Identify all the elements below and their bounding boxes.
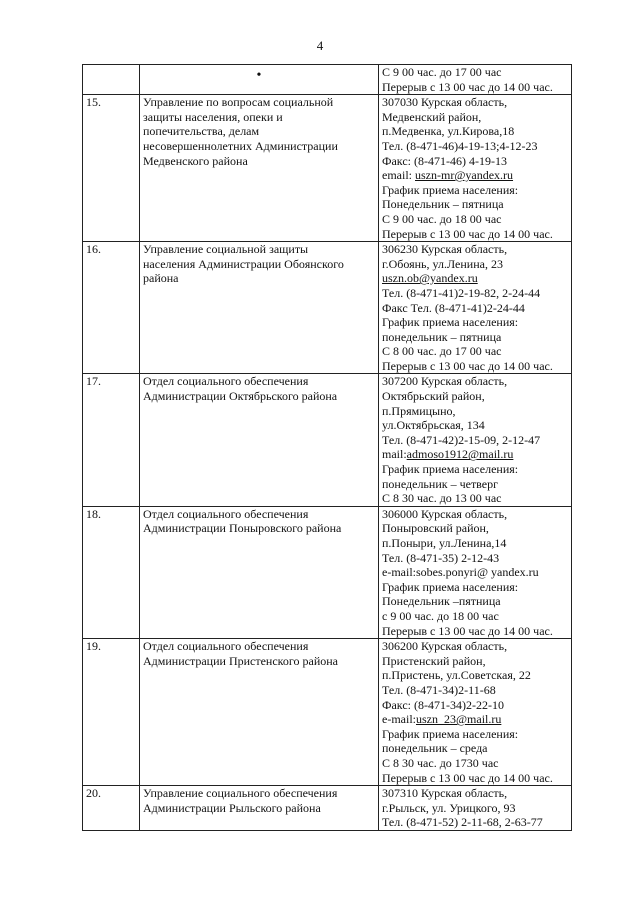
contact-line xyxy=(382,95,568,110)
contact-line xyxy=(382,242,568,257)
contact-text: Тел. (8-471-35) 2-12-43 xyxy=(382,550,500,565)
contact-line xyxy=(382,727,568,742)
contact-line xyxy=(382,565,568,580)
contact-text: Понедельник – пятница xyxy=(382,197,504,212)
contact-line xyxy=(382,227,568,242)
page-number: 4 xyxy=(316,38,324,53)
contact-text: Факс: (8-471-34)2-22-10 xyxy=(382,697,504,712)
contact-text: 306230 Курская область, xyxy=(382,242,508,257)
contact-text: 307310 Курская область, xyxy=(382,786,508,801)
row-number: 19. xyxy=(83,639,140,786)
contact-line xyxy=(382,124,568,139)
contact-text: с 9 00 час. до 18 00 час xyxy=(382,608,499,623)
table-row xyxy=(83,786,572,831)
contact-text: С 9 00 час. до 17 00 час xyxy=(382,65,502,79)
org-name-line: Отдел социального обеспечения xyxy=(143,639,309,654)
contact-line xyxy=(382,330,568,345)
contact-line xyxy=(382,168,568,183)
contact-text: С 8 30 час. до 1730 час xyxy=(382,755,499,770)
contact-line xyxy=(382,609,568,624)
contact-line xyxy=(382,418,568,433)
org-name-line: защиты населения, опеки и xyxy=(143,109,283,124)
contact-line xyxy=(382,462,568,477)
org-name-line: Управление по вопросам социальной xyxy=(143,95,334,110)
contact-text: Перерыв с 13 00 час до 14 00 час. xyxy=(382,623,553,638)
contact-line xyxy=(382,80,568,95)
contact-text: Октябрьский район, xyxy=(382,389,485,404)
contact-text: График приема населения: xyxy=(382,462,519,477)
org-name-line: населения Администрации Обоянского xyxy=(143,256,344,271)
contact-line xyxy=(382,212,568,227)
contact-line xyxy=(382,654,568,669)
contact-line xyxy=(382,374,568,389)
contact-line xyxy=(382,65,568,80)
contact-text: Тел. (8-471-52) 2-11-68, 2-63-77 xyxy=(382,815,543,830)
contact-line xyxy=(382,507,568,522)
contact-line xyxy=(382,447,568,462)
contact-text: e-mail:sobes.ponyri@ yandex.ru xyxy=(382,565,539,580)
row-number: 16. xyxy=(83,242,140,374)
contact-line xyxy=(382,197,568,212)
contact-text: Перерыв с 13 00 час до 14 00 час. xyxy=(382,226,553,241)
contact-text: п.Пристень, ул.Советская, 22 xyxy=(382,668,531,683)
org-name-line: несовершеннолетних Администрации xyxy=(143,138,338,153)
row-number: 15. xyxy=(83,95,140,242)
contact-text: Тел. (8-471-34)2-11-68 xyxy=(382,682,496,697)
contact-line xyxy=(382,154,568,169)
org-name-line: Отдел социального обеспечения xyxy=(143,374,309,389)
contact-text: График приема населения: xyxy=(382,182,519,197)
org-name-line: Управление социальной защиты xyxy=(143,242,309,257)
contact-line xyxy=(382,594,568,609)
contact-line xyxy=(382,301,568,316)
contact-line xyxy=(382,624,568,639)
contact-line xyxy=(382,771,568,786)
table-row xyxy=(83,374,572,506)
contacts-cell xyxy=(379,786,572,831)
contact-text: 306200 Курская область, xyxy=(382,639,508,654)
contacts-cell xyxy=(379,374,572,506)
contact-line xyxy=(382,801,568,816)
contacts-cell xyxy=(379,95,572,242)
contact-text: г.Обоянь, ул.Ленина, 23 xyxy=(382,256,503,271)
org-name-cell xyxy=(140,242,379,374)
contact-text: Пристенский район, xyxy=(382,653,486,668)
org-name-cell xyxy=(140,639,379,786)
contact-text: 307200 Курская область, xyxy=(382,374,508,389)
table-row-continuation xyxy=(83,65,572,95)
contact-line xyxy=(382,491,568,506)
table-row xyxy=(83,506,572,638)
contact-text: ул.Октябрьская, 134 xyxy=(382,418,485,433)
contact-text: п.Поныри, ул.Ленина,14 xyxy=(382,536,507,550)
org-name-line: Администрации Рыльского района xyxy=(143,800,321,815)
contact-text: понедельник – среда xyxy=(382,741,488,756)
contact-text: п.Медвенка, ул.Кирова,18 xyxy=(382,124,515,139)
contact-text: Медвенский район, xyxy=(382,109,482,124)
contact-line xyxy=(382,139,568,154)
contact-line xyxy=(382,110,568,125)
org-name-line: Управление социального обеспечения xyxy=(143,786,338,801)
contacts-cell xyxy=(379,65,572,95)
contact-line xyxy=(382,741,568,756)
contact-text: График приема населения: xyxy=(382,315,519,330)
contact-line xyxy=(382,683,568,698)
contact-text: С 8 30 час. до 13 00 час xyxy=(382,491,502,506)
contact-text: Понедельник –пятница xyxy=(382,594,501,609)
contacts-table xyxy=(82,64,572,831)
org-name-line: попечительства, делам xyxy=(143,124,260,139)
contacts-cell xyxy=(379,242,572,374)
contact-line xyxy=(382,698,568,713)
contact-text: С 9 00 час. до 18 00 час xyxy=(382,211,502,226)
contact-line xyxy=(382,404,568,419)
contact-line xyxy=(382,536,568,551)
email-link[interactable]: admoso1912@mail.ru xyxy=(406,447,514,462)
org-name-cell xyxy=(140,506,379,638)
contact-line xyxy=(382,712,568,727)
table-row xyxy=(83,95,572,242)
org-name-line: Администрации Пристенского района xyxy=(143,653,339,668)
email-link[interactable]: uszn-mr@yandex.ru xyxy=(415,168,514,183)
org-name-cell xyxy=(140,374,379,506)
contact-text: Поныровский район, xyxy=(382,521,489,536)
contact-text: понедельник – четверг xyxy=(382,476,499,491)
contacts-cell xyxy=(379,639,572,786)
row-number: 17. xyxy=(83,374,140,506)
contact-line xyxy=(382,786,568,801)
contact-line xyxy=(382,183,568,198)
contact-line xyxy=(382,477,568,492)
org-name-line: Медвенского района xyxy=(143,153,248,168)
contact-text: Факс: (8-471-46) 4-19-13 xyxy=(382,153,507,168)
bullet-mark: • xyxy=(256,68,262,83)
contacts-table-body xyxy=(83,65,572,831)
org-name-line: Администрации Поныровского района xyxy=(143,521,342,536)
org-name-line: района xyxy=(143,271,179,286)
contact-text: e-mail: xyxy=(382,712,416,727)
contact-text: Перерыв с 13 00 час до 14 00 час. xyxy=(382,358,553,373)
contact-text: Тел. (8-471-46)4-19-13;4-12-23 xyxy=(382,138,538,153)
contact-text: 306000 Курская область, xyxy=(382,506,508,521)
contact-text: п.Прямицыно, xyxy=(382,403,456,418)
org-name-cell xyxy=(140,95,379,242)
row-number: 18. xyxy=(83,506,140,638)
contact-line xyxy=(382,315,568,330)
contact-line xyxy=(382,815,568,830)
contact-line xyxy=(382,756,568,771)
contact-text: График приема населения: xyxy=(382,579,519,594)
contact-line xyxy=(382,286,568,301)
contact-line xyxy=(382,639,568,654)
contact-text: email: xyxy=(382,168,415,183)
contact-text: 307030 Курская область, xyxy=(382,95,508,110)
contact-line xyxy=(382,668,568,683)
contact-line xyxy=(382,257,568,272)
contact-line xyxy=(382,580,568,595)
org-cell xyxy=(140,65,379,95)
email-link[interactable]: uszn_23@mail.ru xyxy=(415,712,502,727)
contact-line xyxy=(382,389,568,404)
org-name-line: Администрации Октябрьского района xyxy=(143,389,338,404)
contact-text: Тел. (8-471-41)2-19-82, 2-24-44 xyxy=(382,285,541,300)
table-row xyxy=(83,639,572,786)
contact-text: Перерыв с 13 00 час до 14 00 час. xyxy=(382,79,553,94)
row-number: 20. xyxy=(83,786,140,831)
table-row xyxy=(83,242,572,374)
contact-text: Факс Тел. (8-471-41)2-24-44 xyxy=(382,300,525,315)
org-name-cell xyxy=(140,786,379,831)
contact-text: Перерыв с 13 00 час до 14 00 час. xyxy=(382,770,553,785)
contact-line xyxy=(382,521,568,536)
contact-line xyxy=(382,344,568,359)
email-link[interactable]: uszn.ob@yandex.ru xyxy=(382,271,478,286)
contact-line xyxy=(382,271,568,286)
contact-line xyxy=(382,551,568,566)
contact-text: mail: xyxy=(382,447,407,462)
contact-line xyxy=(382,433,568,448)
contacts-cell xyxy=(379,506,572,638)
contact-text: понедельник – пятница xyxy=(382,329,502,344)
contact-text: График приема населения: xyxy=(382,726,519,741)
org-name-line: Отдел социального обеспечения xyxy=(143,506,309,521)
contact-text: Тел. (8-471-42)2-15-09, 2-12-47 xyxy=(382,432,541,447)
row-number-cell xyxy=(83,65,140,95)
contact-text: г.Рыльск, ул. Урицкого, 93 xyxy=(382,800,516,815)
contact-line xyxy=(382,359,568,374)
contact-text: С 8 00 час. до 17 00 час xyxy=(382,344,502,359)
